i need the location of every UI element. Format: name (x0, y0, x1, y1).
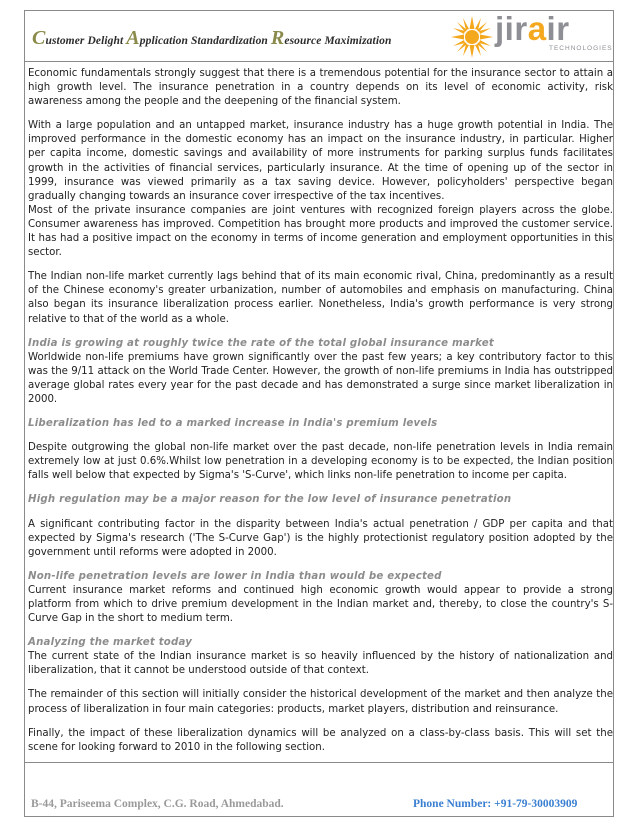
section-heading-lower-penetration: Non-life penetration levels are lower in India than would be expected (28, 570, 442, 582)
page-footer (25, 762, 613, 817)
paragraph-worldwide-premiums: Worldwide non-life premiums have grown significantly over the past few years; a key contributory factor to this was the 9/11 attack on the World Trade Center. However, the growth of non-life premiums in India has outstripped average global rates every year for the past decade and has demonstrated a surge since market liberalization in 2000. (28, 351, 613, 405)
document-body (28, 67, 613, 755)
page-header (25, 11, 613, 61)
logo-word-prefix: jir (495, 10, 528, 47)
paragraph-non-life-market: The Indian non-life market currently lags behind that of its main economic rival, China, predominantly as a result of the Chinese economy's greater urbanization, number of automobiles and emphasis on manufacturing. China also began its insurance liberalization process earlier. Nonetheless, India's growth performance is very strong relative to that of the world as a whole. (28, 271, 613, 325)
section-heading-liberalization: Liberalization has led to a marked increase in India's premium levels (28, 418, 438, 430)
tagline-cap-r: R (270, 27, 285, 49)
logo-wordmark (495, 10, 570, 48)
section-heading-growth-rate: India is growing at roughly twice the rate of the total global insurance market (28, 337, 494, 349)
section-heading-analyzing-market: Analyzing the market today (28, 637, 193, 649)
tagline-word-application-standardization: pplication Standardization (139, 35, 271, 47)
paragraph-finally: Finally, the impact of these liberalization dynamics will be analyzed on a class-by-class basis. This will set the scene for looking forward to 2010 in the following section. (28, 727, 613, 753)
paragraph-s-curve-gap: A significant contributing factor in the disparity between India's actual penetration / GDP per capita and that expected by Sigma's research ('The S-Curve Gap') is the highly protectionist regulatory position adopted by the government until reforms were adopted in 2000. (28, 518, 613, 558)
jirair-logo (449, 10, 624, 58)
paragraph-economic-fundamentals: Economic fundamentals strongly suggest that there is a tremendous potential for the insurance sector to attain a high growth level. The insurance penetration in a country depends on its level of economic activity, risk awareness among the people and the deepening of the financial system. (28, 68, 613, 108)
header-divider (25, 61, 613, 62)
logo-word-suffix: ir (546, 10, 570, 47)
tagline-cap-c: C (32, 27, 46, 49)
tagline-cap-a: A (126, 27, 140, 49)
sun-icon (449, 14, 495, 60)
section-heading-regulation: High regulation may be a major reason for the low level of insurance penetration (28, 494, 512, 506)
tagline-word-resource-maximization: esource Maximization (284, 35, 392, 47)
paragraph-private-companies: Most of the private insurance companies are joint ventures with recognized foreign players across the globe. Consumer awareness has improved. Competition has brought more products and improved the customer service. It has had a positive impact on the economy in terms of income generation and employment opportunities in this sector. (28, 204, 613, 259)
paragraph-current-state: The current state of the Indian insurance market is so heavily influenced by the history of nationalization and liberalization, that it cannot be understood outside of that context. (28, 651, 613, 677)
footer-phone: Phone Number: +91-79-30003909 (413, 798, 578, 810)
paragraph-penetration-levels: Despite outgrowing the global non-life market over the past decade, non-life penetration levels in India remain extremely low at just 0.6%.Whilst low penetration in a developing economy is to be expected, the Indian position falls well below that expected by Sigma's 'S-Curve', which links non-life penetration to income per capita. (28, 442, 613, 482)
paragraph-remainder: The remainder of this section will initially consider the historical development of the market and then analyze the process of liberalization in four main categories: products, market players, distribution and reinsurance. (28, 689, 613, 715)
paragraph-market-reforms: Current insurance market reforms and continued high economic growth would appear to provide a strong platform from which to drive premium development in the Indian market and, thereby, to close the country's S-Curve Gap in the short to medium term. (28, 584, 613, 625)
logo-word-accent: a (527, 10, 547, 47)
header-tagline (32, 27, 391, 50)
logo-subtitle: TECHNOLOGIES (549, 45, 613, 52)
footer-address: B-44, Pariseema Complex, C.G. Road, Ahmedabad. (31, 798, 284, 810)
tagline-word-customer-delight: ustomer Delight (45, 35, 127, 47)
paragraph-growth-potential: With a large population and an untapped market, insurance industry has a huge growth potential in India. The improved performance in the domestic economy has an impact on the insurance industry, in particular. Higher per capita income, domestic savings and availability of more instruments for parking surplus funds facilitates growth in the activities of financial services, particularly insurance. At the time of opening up of the sector in 1999, insurance was viewed primarily as a tax saving device. However, policyholders' perspective began gradually changing towards an insurance cover irrespective of the tax incentives. (28, 120, 613, 202)
